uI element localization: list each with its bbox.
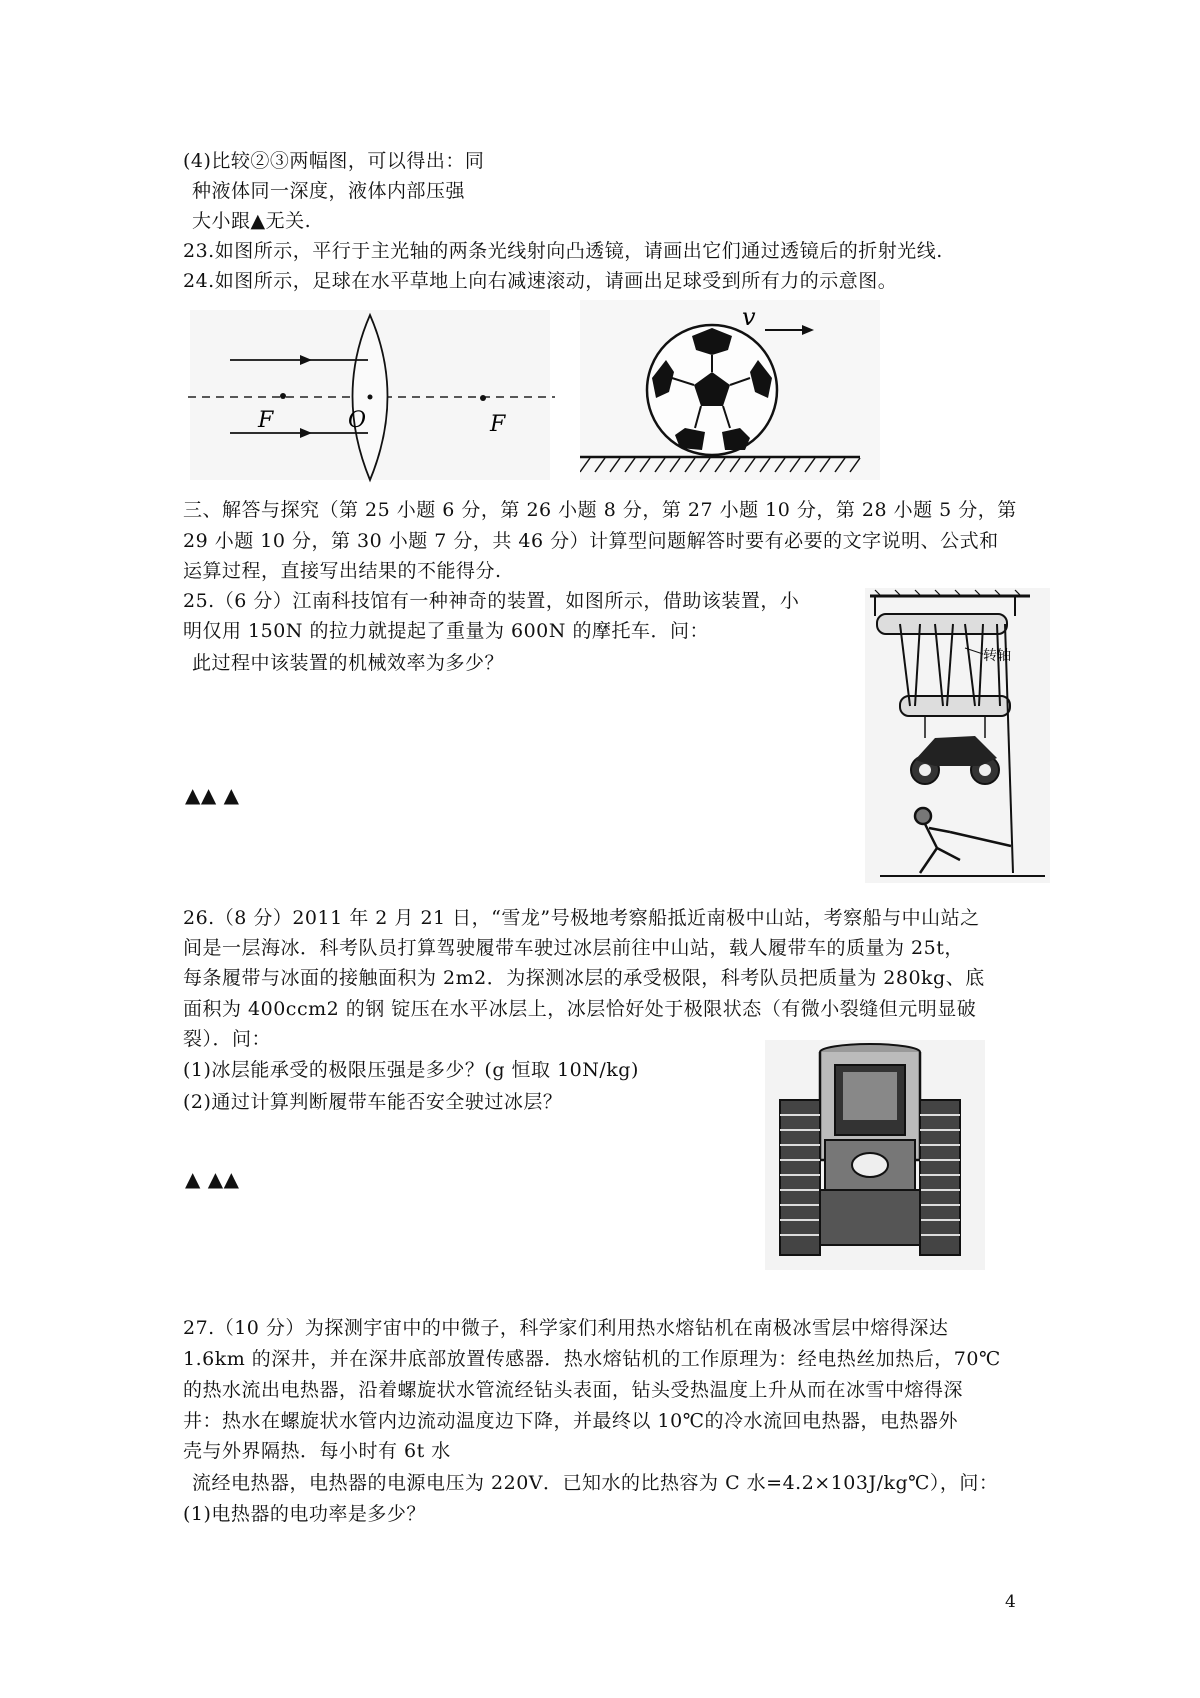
left-track — [780, 1100, 820, 1255]
section3-line-1: 三、解答与探究（第 25 小题 6 分，第 26 小题 8 分，第 27 小题 10 分，第 28 小题 5 分，第 — [183, 499, 1017, 521]
q26-line-3: 每条履带与冰面的接触面积为 2m2．为探测冰层的承受极限，科考队员把质量为 280kg、底 — [183, 967, 985, 989]
q26-line-1: 26.（8 分）2011 年 2 月 21 日，“雪龙”号极地考察船抵近南极中山站，考察船与中山站之 — [183, 907, 980, 929]
lower-roller — [900, 696, 1010, 716]
focus-label-left: F — [258, 408, 274, 433]
q26-line-5: 裂）．问： — [183, 1028, 272, 1050]
q25-line-3: 此过程中该装置的机械效率为多少？ — [192, 652, 505, 674]
q27-sub-1: (1)电热器的电功率是多少？ — [183, 1503, 426, 1525]
q26-answer-placeholder: ▲ ▲▲ — [185, 1167, 240, 1191]
pulley-motorcycle-figure — [865, 588, 1050, 883]
q27-line-2: 1.6km 的深井，并在深井底部放置传感器．热水熔钻机的工作原理为：经电热丝加热后，70℃ — [183, 1348, 1001, 1370]
q27-line-5: 壳与外界隔热．每小时有 6t 水 — [183, 1440, 451, 1462]
q25-answer-placeholder: ▲▲ ▲ — [185, 783, 240, 807]
q25-line-2: 明仅用 150N 的拉力就提起了重量为 600N 的摩托车．问： — [183, 620, 709, 642]
center-label: O — [348, 408, 367, 433]
q26-line-4: 面积为 400ccm2 的钢 锭压在水平冰层上，冰层恰好处于极限状态（有微小裂缝但元明显破 — [183, 998, 977, 1020]
section3-line-2: 29 小题 10 分，第 30 小题 7 分，共 46 分）计算型问题解答时要有必要的文字说明、公式和 — [183, 530, 999, 552]
q24-text: 24.如图所示，足球在水平草地上向右减速滚动，请画出足球受到所有力的示意图。 — [183, 270, 898, 292]
axle-label: 转轴 — [983, 648, 1011, 664]
q27-line-3: 的热水流出电热器，沿着螺旋状水管流经钻头表面，钻头受热温度上升从而在冰雪中熔得深 — [183, 1379, 964, 1401]
tracked-vehicle-figure — [765, 1040, 985, 1270]
q26-sub-1: (1)冰层能承受的极限压强是多少？(g 恒取 10N/kg) — [183, 1059, 639, 1081]
q26-line-2: 间是一层海冰．科考队员打算驾驶履带车驶过冰层前往中山站，载人履带车的质量为 25t， — [183, 937, 964, 959]
q25-line-1: 25.（6 分）江南科技馆有一种神奇的装置，如图所示，借助该装置，小 — [183, 590, 800, 612]
section3-line-3: 运算过程，直接写出结果的不能得分. — [183, 560, 502, 582]
focus-label-right: F — [490, 412, 506, 437]
upper-roller — [877, 614, 1007, 634]
right-track — [920, 1100, 960, 1255]
q22-line-3: 大小跟▲无关. — [192, 210, 312, 232]
optical-center — [368, 395, 373, 400]
q27-line-6: 流经电热器，电热器的电源电压为 220V．已知水的比热容为 C 水=4.2×103J/kg℃），问： — [192, 1472, 999, 1494]
velocity-label: v — [742, 303, 756, 331]
focus-point-left — [280, 393, 286, 399]
q23-text: 23.如图所示，平行于主光轴的两条光线射向凸透镜，请画出它们通过透镜后的折射光线. — [183, 240, 943, 262]
q22-line-2: 种液体同一深度，液体内部压强 — [192, 180, 466, 202]
q27-line-4: 井：热水在螺旋状水管内边流动温度边下降，并最终以 10℃的冷水流回电热器，电热器外 — [183, 1410, 958, 1432]
page-number: 4 — [1005, 1592, 1016, 1612]
q26-sub-2: (2)通过计算判断履带车能否安全驶过冰层？ — [183, 1091, 563, 1113]
convex-lens-figure — [180, 305, 560, 485]
focus-point-right — [480, 395, 486, 401]
soccer-ball-figure — [580, 300, 880, 490]
q22-line-1: (4)比较②③两幅图，可以得出：同 — [183, 150, 485, 172]
q27-line-1: 27.（10 分）为探测宇宙中的中微子，科学家们利用热水熔钻机在南极冰雪层中熔得深达 — [183, 1317, 949, 1339]
